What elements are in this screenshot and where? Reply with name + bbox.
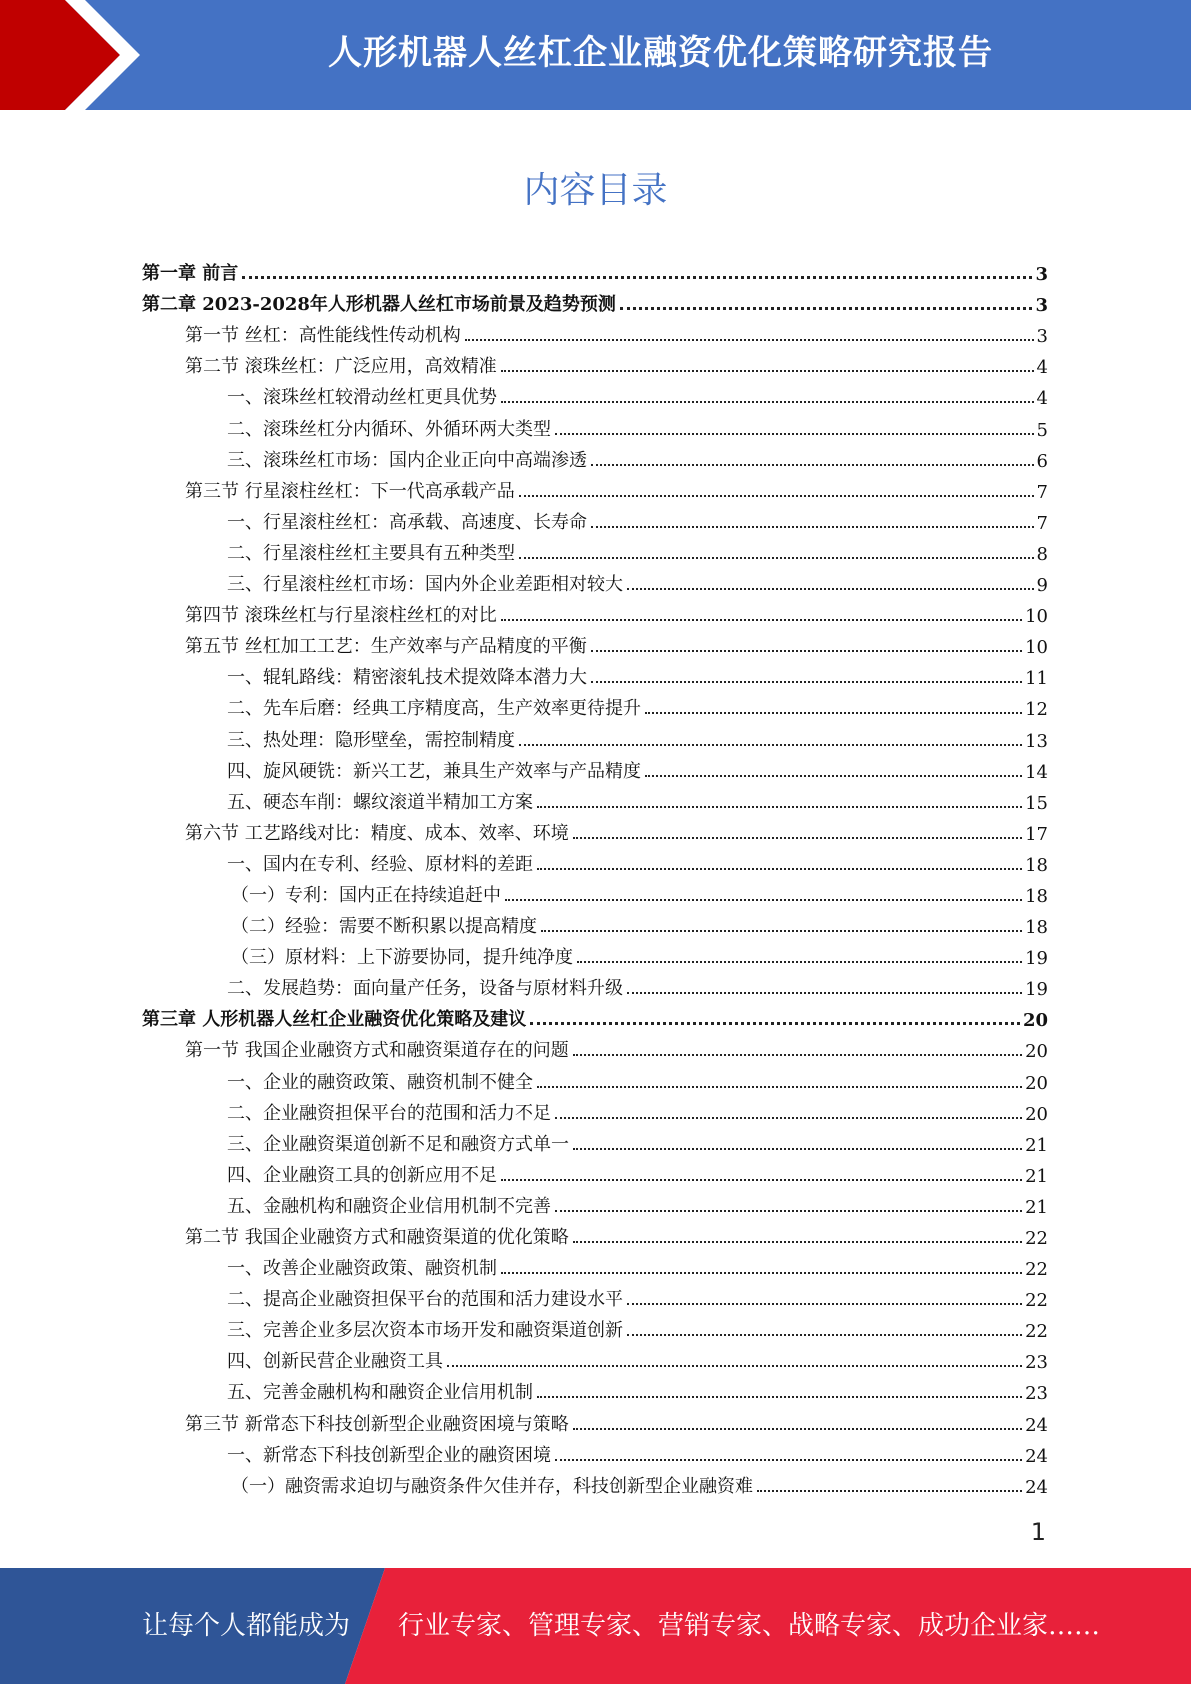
- toc-entry-page: 21: [1025, 1196, 1048, 1218]
- toc-entry-page: 9: [1036, 575, 1048, 597]
- toc-entry-page: 24: [1025, 1476, 1048, 1498]
- toc-entry-title: 四、企业融资工具的创新应用不足: [227, 1164, 497, 1186]
- toc-entry-title: 三、完善企业多层次资本市场开发和融资渠道创新: [227, 1320, 623, 1342]
- toc-entry[interactable]: [142, 938, 1048, 969]
- toc-entry-page: 23: [1025, 1352, 1048, 1374]
- footer-slogan-right: 行业专家、管理专家、营销专家、战略专家、成功企业家……: [398, 1611, 1101, 1641]
- table-of-contents: [142, 254, 1048, 1498]
- footer-banner: [0, 1568, 1191, 1684]
- toc-entry-page: 14: [1025, 761, 1048, 783]
- dot-leader: [627, 992, 1022, 994]
- toc-entry-title: 四、创新民营企业融资工具: [227, 1351, 443, 1373]
- toc-entry[interactable]: [142, 845, 1048, 876]
- toc-entry-page: 7: [1036, 481, 1048, 503]
- dot-leader: [591, 681, 1022, 683]
- dot-leader: [645, 775, 1022, 777]
- dot-leader: [555, 1459, 1022, 1461]
- toc-entry-page: 11: [1025, 668, 1048, 690]
- toc-entry-page: 12: [1025, 699, 1048, 721]
- toc-entry[interactable]: [142, 907, 1048, 938]
- toc-entry-page: 3: [1035, 264, 1048, 286]
- toc-entry-title: 三、行星滚柱丝杠市场：国内外企业差距相对较大: [227, 574, 623, 596]
- toc-entry[interactable]: [142, 1342, 1048, 1373]
- toc-entry[interactable]: [142, 441, 1048, 472]
- toc-entry-page: 23: [1025, 1383, 1048, 1405]
- toc-entry-title: 一、滚珠丝杠较滑动丝杠更具优势: [227, 387, 497, 409]
- page-number: 1: [1030, 1518, 1046, 1546]
- toc-entry-page: 10: [1025, 606, 1048, 628]
- toc-entry-title: 一、辊轧路线：精密滚轧技术提效降本潜力大: [227, 667, 587, 689]
- toc-entry[interactable]: [142, 1031, 1048, 1062]
- toc-entry-title: 第三节 新常态下科技创新型企业融资困境与策略: [185, 1413, 569, 1435]
- toc-entry[interactable]: [142, 1218, 1048, 1249]
- toc-entry[interactable]: [142, 503, 1048, 534]
- dot-leader: [620, 307, 1033, 310]
- toc-entry-title: 第二章 2023-2028年人形机器人丝杠市场前景及趋势预测: [142, 294, 616, 316]
- dot-leader: [627, 1334, 1022, 1336]
- dot-leader: [501, 401, 1034, 403]
- dot-leader: [757, 1490, 1022, 1492]
- dot-leader: [501, 1272, 1022, 1274]
- toc-entry-page: 6: [1036, 450, 1048, 472]
- toc-entry-page: 3: [1036, 326, 1048, 348]
- toc-entry[interactable]: [142, 565, 1048, 596]
- toc-entry[interactable]: [142, 1125, 1048, 1156]
- dot-leader: [591, 526, 1034, 528]
- toc-entry[interactable]: [142, 783, 1048, 814]
- toc-entry[interactable]: [142, 1404, 1048, 1435]
- toc-entry-page: 19: [1025, 948, 1048, 970]
- toc-entry-page: 10: [1025, 637, 1048, 659]
- toc-entry-page: 15: [1025, 792, 1048, 814]
- toc-entry-page: 4: [1036, 357, 1048, 379]
- toc-entry[interactable]: [142, 347, 1048, 378]
- dot-leader: [519, 557, 1034, 559]
- dot-leader: [555, 1210, 1022, 1212]
- toc-entry-title: （二）经验：需要不断积累以提高精度: [231, 916, 537, 938]
- toc-entry-page: 17: [1025, 823, 1048, 845]
- header-banner: [0, 0, 1191, 110]
- toc-entry-page: 20: [1025, 1103, 1048, 1125]
- dot-leader: [555, 1117, 1022, 1119]
- toc-entry-title: 第五节 丝杠加工工艺：生产效率与产品精度的平衡: [185, 636, 587, 658]
- dot-leader: [519, 744, 1022, 746]
- toc-entry[interactable]: [142, 409, 1048, 440]
- toc-entry-page: 4: [1036, 388, 1048, 410]
- toc-entry-title: （一）专利：国内正在持续追赶中: [231, 884, 501, 906]
- toc-entry-page: 20: [1025, 1072, 1048, 1094]
- toc-heading: 内容目录: [523, 170, 668, 211]
- dot-leader: [519, 495, 1034, 497]
- toc-entry[interactable]: [142, 814, 1048, 845]
- toc-entry[interactable]: [142, 378, 1048, 409]
- toc-entry-page: 21: [1025, 1134, 1048, 1156]
- toc-entry-page: 3: [1035, 295, 1048, 317]
- toc-entry[interactable]: [142, 1156, 1048, 1187]
- dot-leader: [537, 1396, 1022, 1398]
- toc-entry-title: 二、滚珠丝杠分内循环、外循环两大类型: [227, 418, 551, 440]
- toc-entry[interactable]: [142, 1311, 1048, 1342]
- toc-entry[interactable]: [142, 627, 1048, 658]
- toc-entry-page: 18: [1025, 885, 1048, 907]
- toc-entry[interactable]: [142, 596, 1048, 627]
- dot-leader: [591, 464, 1034, 466]
- dot-leader: [573, 1241, 1022, 1243]
- toc-entry-title: 二、企业融资担保平台的范围和活力不足: [227, 1102, 551, 1124]
- toc-entry-page: 22: [1025, 1290, 1048, 1312]
- toc-entry[interactable]: [142, 658, 1048, 689]
- toc-entry[interactable]: [142, 1249, 1048, 1280]
- toc-entry[interactable]: [142, 1373, 1048, 1404]
- dot-leader: [645, 712, 1022, 714]
- dot-leader: [530, 1022, 1020, 1025]
- toc-entry-title: 四、旋风硬铣：新兴工艺，兼具生产效率与产品精度: [227, 760, 641, 782]
- arrow-chevron-icon: [0, 0, 150, 110]
- toc-entry-title: 一、新常态下科技创新型企业的融资困境: [227, 1444, 551, 1466]
- toc-entry-page: 8: [1036, 543, 1048, 565]
- toc-entry-title: 五、金融机构和融资企业信用机制不完善: [227, 1195, 551, 1217]
- toc-entry-page: 21: [1025, 1165, 1048, 1187]
- toc-entry[interactable]: [142, 316, 1048, 347]
- dot-leader: [537, 868, 1022, 870]
- toc-entry-page: 20: [1025, 1041, 1048, 1063]
- toc-entry[interactable]: [142, 472, 1048, 503]
- dot-leader: [573, 837, 1022, 839]
- dot-leader: [627, 588, 1034, 590]
- toc-entry-page: 24: [1025, 1445, 1048, 1467]
- dot-leader: [573, 1054, 1022, 1056]
- toc-entry-title: （一）融资需求迫切与融资条件欠佳并存，科技创新型企业融资难: [231, 1475, 753, 1497]
- footer-slogan-left: 让每个人都能成为: [142, 1611, 351, 1641]
- toc-entry-title: 第三节 行星滚柱丝杠：下一代高承载产品: [185, 480, 515, 502]
- toc-entry-title: 二、发展趋势：面向量产任务，设备与原材料升级: [227, 978, 623, 1000]
- dot-leader: [555, 433, 1034, 435]
- toc-entry[interactable]: [142, 1062, 1048, 1093]
- toc-entry-title: 一、企业的融资政策、融资机制不健全: [227, 1071, 533, 1093]
- toc-entry[interactable]: [142, 689, 1048, 720]
- toc-entry-title: （三）原材料：上下游要协同，提升纯净度: [231, 947, 573, 969]
- toc-entry[interactable]: [142, 1467, 1048, 1498]
- report-title: 人形机器人丝杠企业融资优化策略研究报告: [328, 33, 993, 73]
- toc-entry-title: 二、提高企业融资担保平台的范围和活力建设水平: [227, 1289, 623, 1311]
- toc-entry[interactable]: [142, 1187, 1048, 1218]
- toc-entry-title: 三、企业融资渠道创新不足和融资方式单一: [227, 1133, 569, 1155]
- dot-leader: [501, 370, 1034, 372]
- toc-entry-title: 一、改善企业融资政策、融资机制: [227, 1258, 497, 1280]
- toc-entry[interactable]: [142, 969, 1048, 1000]
- toc-entry-page: 22: [1025, 1259, 1048, 1281]
- toc-entry[interactable]: [142, 752, 1048, 783]
- dot-leader: [591, 650, 1022, 652]
- toc-entry-title: 第一节 我国企业融资方式和融资渠道存在的问题: [185, 1040, 569, 1062]
- toc-entry-page: 22: [1025, 1321, 1048, 1343]
- toc-entry-page: 24: [1025, 1414, 1048, 1436]
- toc-entry-page: 20: [1022, 1010, 1048, 1032]
- toc-entry[interactable]: [142, 876, 1048, 907]
- dot-leader: [537, 1086, 1022, 1088]
- toc-entry[interactable]: [142, 534, 1048, 565]
- toc-entry[interactable]: [142, 1000, 1048, 1031]
- dot-leader: [501, 1179, 1022, 1181]
- dot-leader: [537, 806, 1022, 808]
- toc-entry-title: 三、热处理：隐形壁垒，需控制精度: [227, 729, 515, 751]
- dot-leader: [501, 619, 1022, 621]
- toc-entry[interactable]: [142, 1280, 1048, 1311]
- toc-entry-title: 三、滚珠丝杠市场：国内企业正向中高端渗透: [227, 449, 587, 471]
- toc-entry-title: 五、硬态车削：螺纹滚道半精加工方案: [227, 791, 533, 813]
- toc-entry-page: 5: [1036, 419, 1048, 441]
- toc-entry-title: 第三章 人形机器人丝杠企业融资优化策略及建议: [142, 1009, 527, 1031]
- toc-entry-page: 18: [1025, 917, 1048, 939]
- dot-leader: [465, 339, 1034, 341]
- dot-leader: [573, 1428, 1022, 1430]
- toc-entry-title: 第二节 我国企业融资方式和融资渠道的优化策略: [185, 1227, 569, 1248]
- toc-entry-title: 第六节 工艺路线对比：精度、成本、效率、环境: [185, 822, 569, 844]
- toc-entry-title: 第一章 前言: [142, 263, 239, 285]
- toc-entry-title: 二、先车后磨：经典工序精度高，生产效率更待提升: [227, 698, 641, 720]
- dot-leader: [505, 899, 1022, 901]
- toc-entry-title: 五、完善金融机构和融资企业信用机制: [227, 1382, 533, 1404]
- dot-leader: [627, 1303, 1022, 1305]
- toc-entry-title: 一、行星滚柱丝杠：高承载、高速度、长寿命: [227, 511, 587, 533]
- toc-entry-page: 18: [1025, 854, 1048, 876]
- toc-entry-page: 7: [1036, 512, 1048, 534]
- dot-leader: [541, 930, 1022, 932]
- toc-entry[interactable]: [142, 1436, 1048, 1467]
- toc-entry-title: 第二节 滚珠丝杠：广泛应用，高效精准: [185, 356, 497, 378]
- toc-entry[interactable]: [142, 254, 1048, 285]
- toc-entry-page: 19: [1025, 979, 1048, 1001]
- toc-entry[interactable]: [142, 285, 1048, 316]
- dot-leader: [242, 276, 1032, 279]
- toc-entry[interactable]: [142, 1094, 1048, 1125]
- dot-leader: [447, 1365, 1022, 1367]
- toc-entry-page: 13: [1025, 730, 1048, 752]
- dot-leader: [577, 961, 1022, 963]
- toc-entry-title: 第一节 丝杠：高性能线性传动机构: [185, 325, 461, 347]
- toc-entry-title: 一、国内在专利、经验、原材料的差距: [227, 853, 533, 875]
- dot-leader: [573, 1148, 1022, 1150]
- toc-entry-title: 第四节 滚珠丝杠与行星滚柱丝杠的对比: [185, 605, 497, 627]
- toc-entry[interactable]: [142, 720, 1048, 751]
- toc-entry-title: 二、行星滚柱丝杠主要具有五种类型: [227, 542, 515, 564]
- toc-entry-page: 22: [1025, 1228, 1048, 1249]
